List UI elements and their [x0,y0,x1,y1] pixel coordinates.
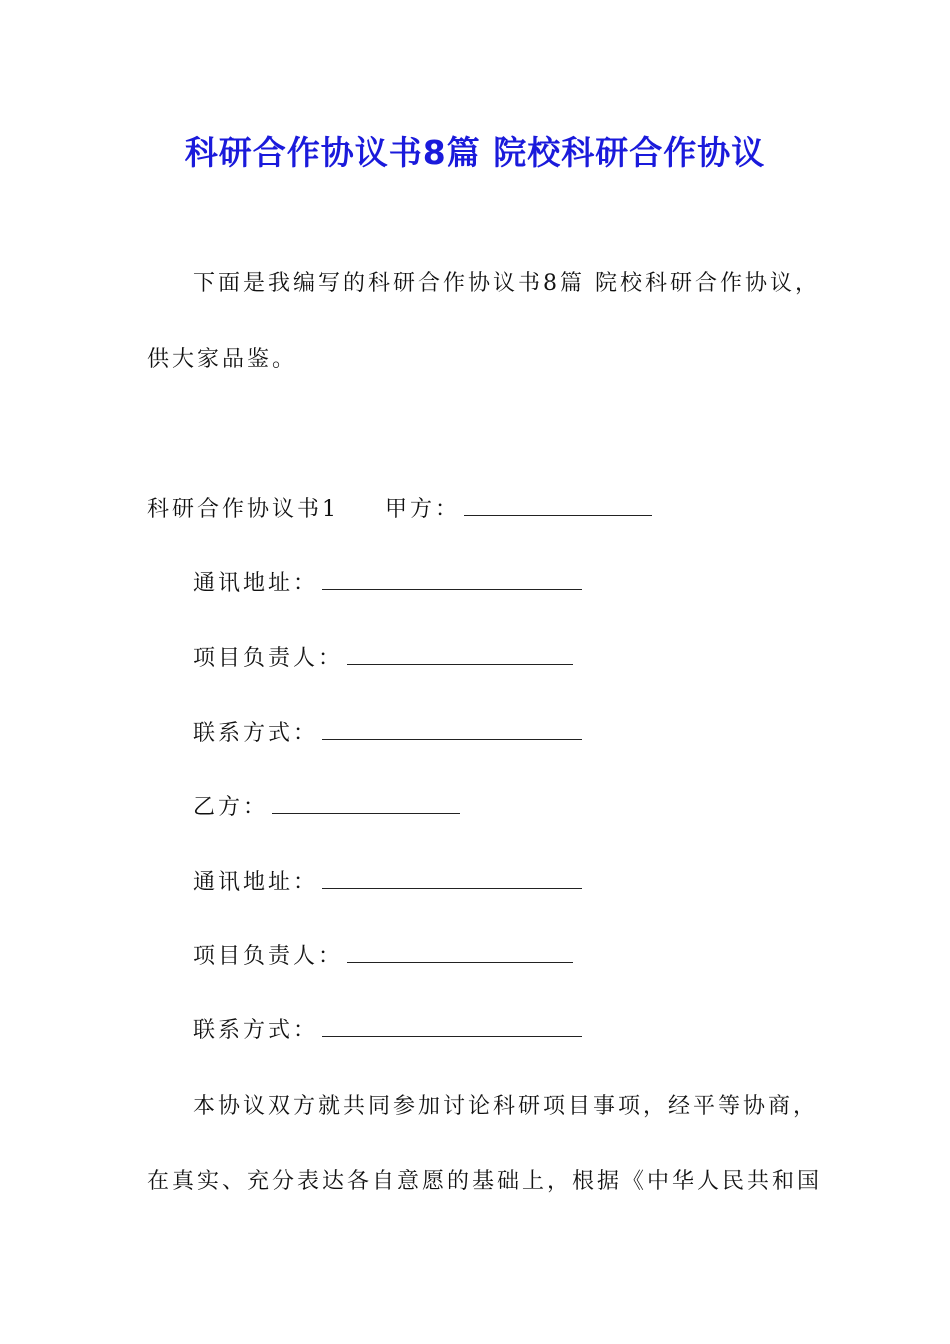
intro-line-1: 下面是我编写的科研合作协议书8篇 院校科研合作协议， [193,271,820,296]
party-a-contact-row [193,718,582,750]
party-b-row [193,792,460,824]
party-b-manager-row [193,941,573,973]
party-b-label: 乙方： [193,795,269,820]
party-a-address-label: 通讯地址： [193,571,319,596]
party-a-blank[interactable] [464,495,652,516]
party-b-contact-row [193,1015,582,1047]
party-a-contact-label: 联系方式： [193,721,319,746]
party-b-contact-blank[interactable] [322,1016,582,1037]
party-b-address-row [193,867,582,899]
party-b-blank[interactable] [272,793,460,814]
party-b-contact-label: 联系方式： [193,1018,319,1043]
party-b-manager-label: 项目负责人： [193,944,344,969]
party-a-manager-label: 项目负责人： [193,646,344,671]
party-b-manager-blank[interactable] [347,942,573,963]
body-line-2: 在真实、充分表达各自意愿的基础上，根据《中华人民共和国 [147,1169,823,1194]
party-a-manager-blank[interactable] [347,644,573,665]
party-a-label: 甲方： [385,497,461,522]
party-b-address-label: 通讯地址： [193,870,319,895]
party-a-address-row [193,568,582,600]
party-a-manager-row [193,643,573,675]
party-a-contact-blank[interactable] [322,719,582,740]
party-a-address-blank[interactable] [322,569,582,590]
document-title: 科研合作协议书8篇 院校科研合作协议 [184,133,766,172]
party-b-address-blank[interactable] [322,868,582,889]
body-line-1: 本协议双方就共同参加讨论科研项目事项，经平等协商， [193,1094,819,1119]
section-heading-row [147,494,652,526]
intro-line-2: 供大家品鉴。 [147,347,298,372]
section-heading: 科研合作协议书1 [147,497,339,522]
